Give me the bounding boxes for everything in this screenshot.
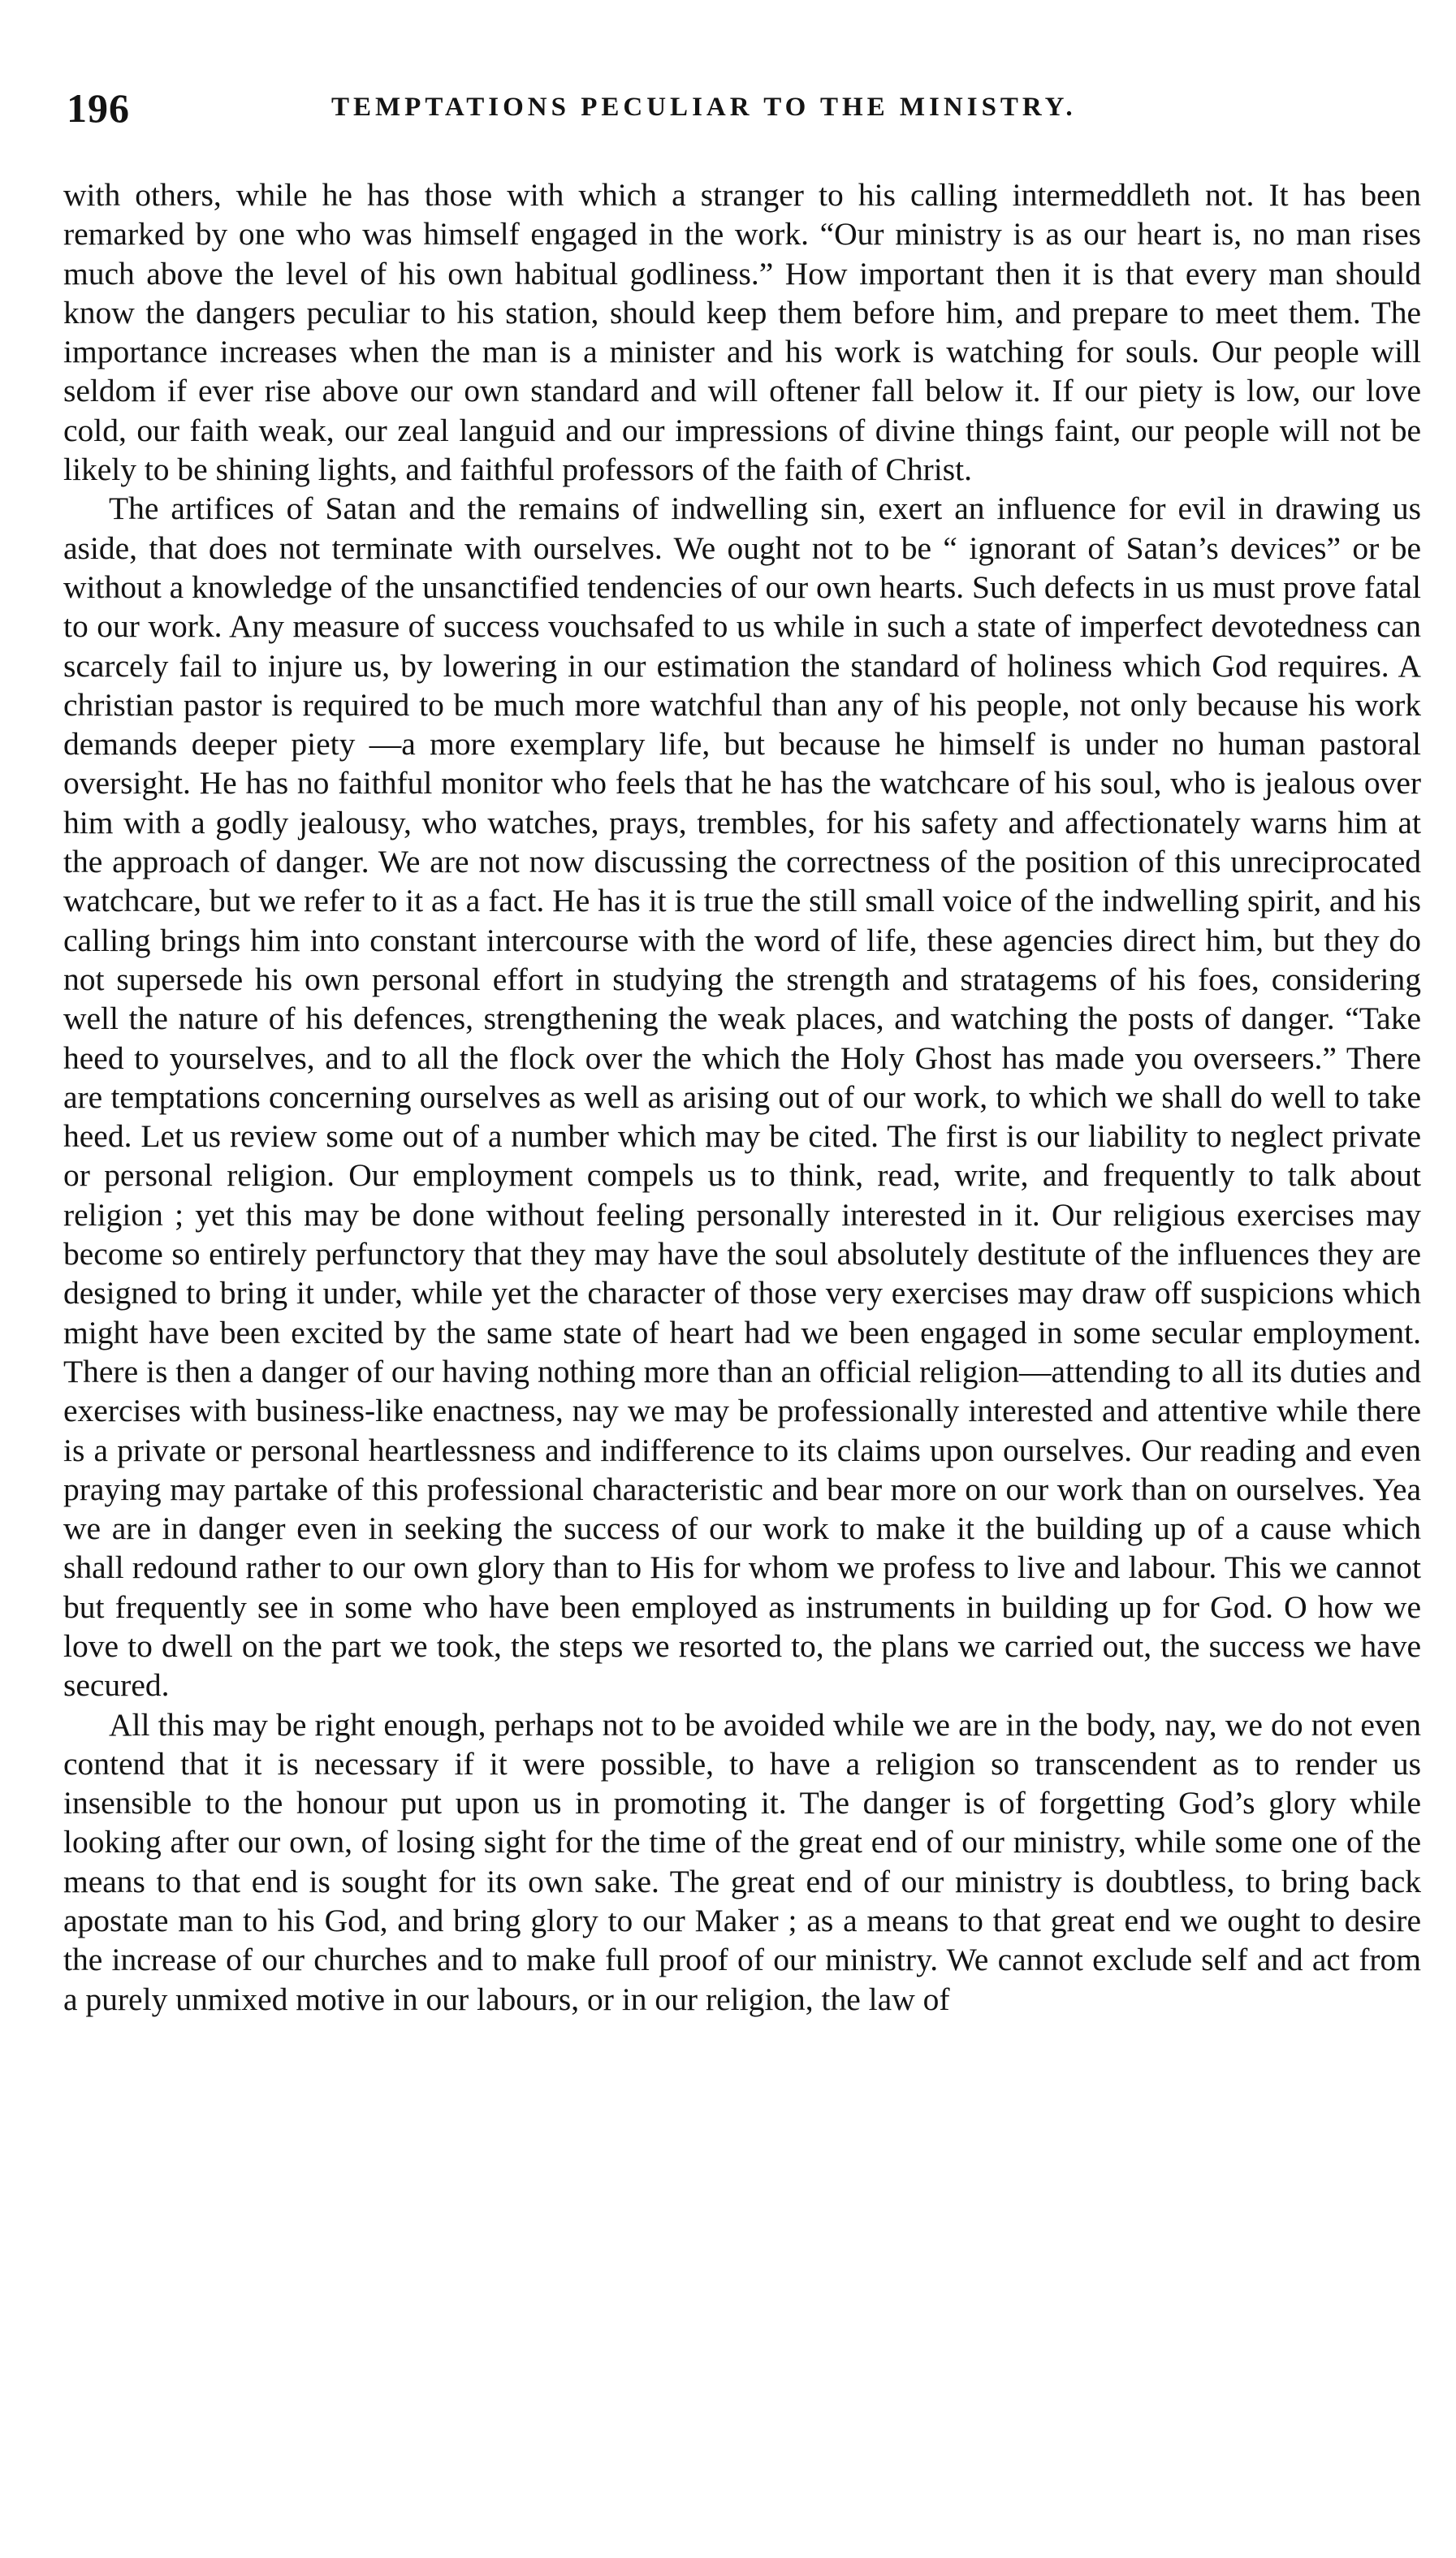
paragraph-continued: with others, while he has those with which a stranger to his calling intermeddleth not. It has been remarked by one who was himself engaged in the work. “Our ministry is as our heart is, no man rises much above the level of his own habitual godliness.” How important then it is that every man should know the dangers peculiar to his station, should keep them before him, and prepare to meet them. The importance increases when the man is a minister and his work is watching for souls. Our people will seldom if ever rise above our own standard and will oftener fall below it. If our piety is low, our love cold, our faith weak, our zeal languid and our impressions of divine things faint, our people will not be likely to be shining lights, and faithful professors of the faith of Christ. <box>63 177 1421 488</box>
running-header <box>63 84 1421 149</box>
paragraph: All this may be right enough, perhaps not to be avoided while we are in the body, nay, we do not even contend that it is necessary if it were possible, to have a religion so transcendent as to render us insensible to the honour put upon us in promoting it. The danger is of forgetting God’s glory while looking after our own, of losing sight for the time of the great end of our ministry, while some one of the means to that end is sought for its own sake. The great end of our ministry is doubtless, to bring back apostate man to his God, and bring glory to our Maker ; as a means to that great end we ought to desire the increase of our churches and to make full proof of our ministry. We cannot exclude self and act from a purely unmixed motive in our labours, or in our religion, the law of <box>63 1706 1421 2017</box>
running-title: TEMPTATIONS PECULIAR TO THE MINISTRY. <box>331 93 1077 122</box>
book-page <box>63 84 1421 2019</box>
body-text <box>63 175 1421 2019</box>
paragraph: The artifices of Satan and the remains of indwelling sin, exert an influence for evil in drawing us aside, that does not terminate with ourselves. We ought not to be “ ignorant of Satan’s devices” or be without a knowledge of the unsanctified tendencies of our own hearts. Such defects in us must prove fatal to our work. Any measure of success vouchsafed to us while in such a state of imperfect devotedness can scarcely fail to injure us, by lowering in our estimation the standard of holiness which God requires. A christian pastor is required to be much more watchful than any of his people, not only because his work demands deeper piety —a more exemplary life, but because he himself is under no human pastoral oversight. He has no faithful monitor who feels that he has the watchcare of his soul, who is jealous over him with a godly jealousy, who watches, prays, trembles, for his safety and affectionately warns him at the approach of danger. We are not now discussing the correctness of the position of this unreciprocated watchcare, but we refer to it as a fact. He has it is true the still small voice of the indwelling spirit, and his calling brings him into constant intercourse with the word of life, these agencies direct him, but they do not supersede his own personal effort in studying the strength and stratagems of his foes, considering well the nature of his defences, strengthening the weak places, and watching the posts of danger. “Take heed to yourselves, and to all the flock over the which the Holy Ghost has made you overseers.” There are temptations concerning ourselves as well as arising out of our work, to which we shall do well to take heed. Let us review some out of a number which may be cited. The first is our liability to neglect private or personal religion. Our employment compels us to think, read, write, and frequently to talk about religion ; yet this may be done without feeling personally interested in it. Our religious exercises may become so entirely perfunctory that they may have the soul absolutely destitute of the influences they are designed to bring it under, while yet the character of those very exercises may draw off suspicions which might have been excited by the same state of heart had we been engaged in some secular employment. There is then a danger of our having nothing more than an official religion—attending to all its duties and exercises with business-like enactness, nay we may be professionally interested and attentive while there is a private or personal heartlessness and indifference to its claims upon ourselves. Our reading and even praying may partake of this professional characteristic and bear more on our work than on ourselves. Yea we are in danger even in seeking the success of our work to make it the building up of a cause which shall redound rather to our own glory than to His for whom we profess to live and labour. This we cannot but frequently see in some who have been employed as instruments in building up for God. O how we love to dwell on the part we took, the steps we resorted to, the plans we carried out, the success we have secured. <box>63 490 1421 1704</box>
page-number: 196 <box>67 85 130 131</box>
